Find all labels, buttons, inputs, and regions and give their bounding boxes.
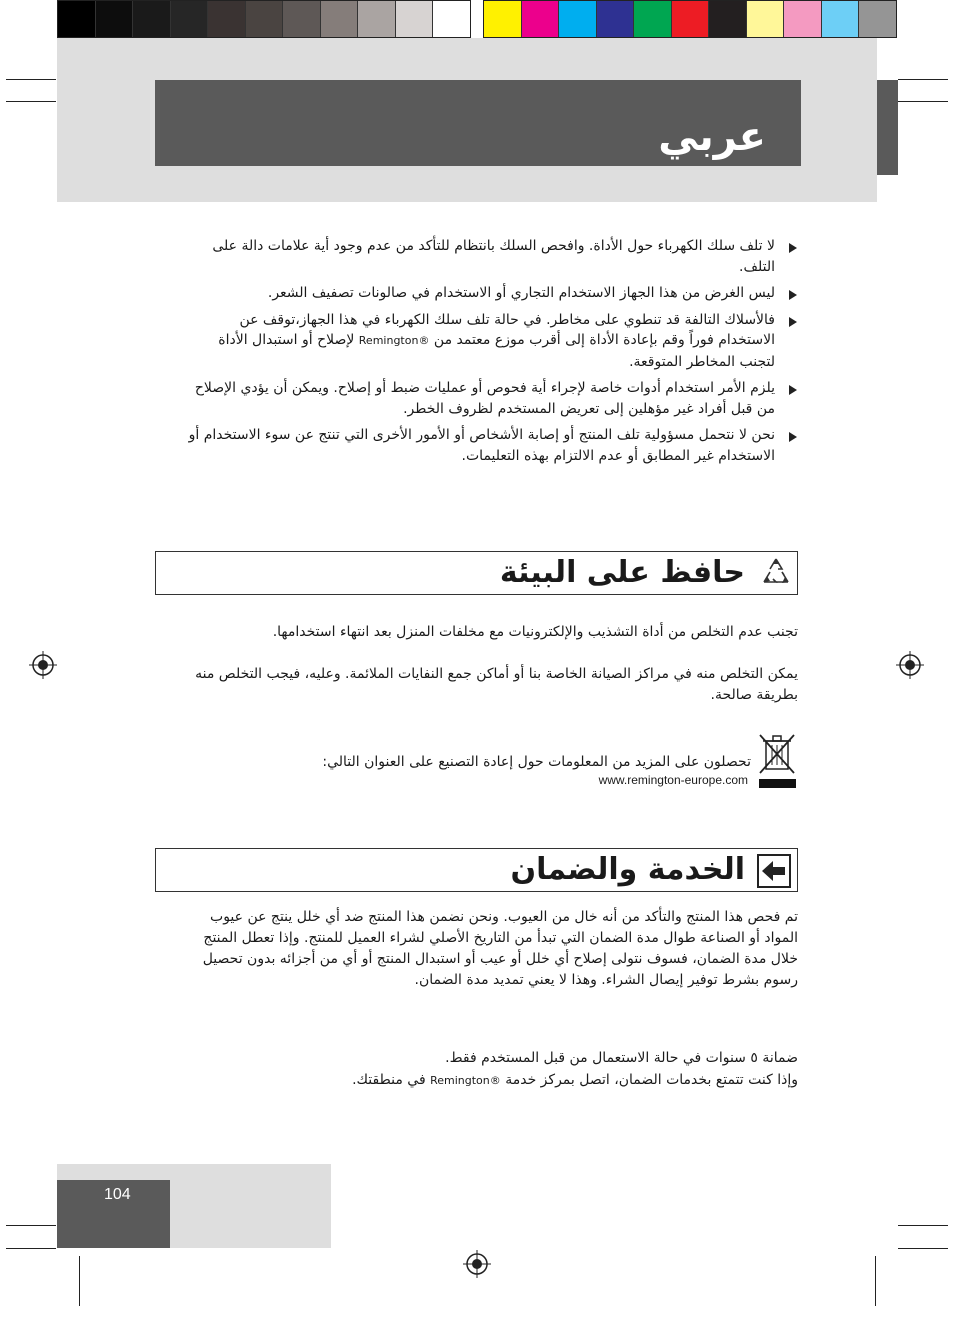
crop-mark bbox=[898, 79, 948, 80]
color-swatch bbox=[672, 1, 710, 37]
color-swatch bbox=[321, 1, 359, 37]
color-swatch bbox=[58, 1, 96, 37]
environment-section-header bbox=[155, 551, 798, 595]
list-item: نحن لا نتحمل مسؤولية تلف المنتج أو إصابة الأشخاص أو الأمور الأخرى التي تنتج عن سوء الاستخدام أو الاستخدام غير المطابق أو عدم الالتزام بهذه التعليمات. bbox=[185, 425, 797, 466]
list-item: يلزم الأمر استخدام أدوات خاصة لإجراء أية فحوص أو عمليات ضبط أو إصلاح. ويمكن أن يؤدي الإصلاح من قبل أفراد غير مؤهلين إلى تعريض المستخدم لظروف الخطر. bbox=[185, 378, 797, 419]
recycling-info-text: تحصلون على المزيد من المعلومات حول إعادة التصنيع على العنوان التالي: bbox=[322, 754, 751, 770]
grayscale-calibration-bar bbox=[57, 0, 471, 38]
bullet-arrow-icon bbox=[789, 385, 797, 395]
crop-mark bbox=[79, 1256, 80, 1306]
crop-mark bbox=[6, 1225, 56, 1226]
color-swatch bbox=[96, 1, 134, 37]
color-swatch bbox=[709, 1, 747, 37]
environment-paragraph-2: يمكن التخلص منه في مراكز الصيانة الخاصة بنا أو أماكن جمع النفايات الملائمة. وعليه، فيجب التخلص منه بطريقة صالحة. bbox=[195, 666, 798, 703]
page-title: عربي bbox=[658, 114, 766, 160]
crop-mark bbox=[898, 101, 948, 102]
color-swatch bbox=[597, 1, 635, 37]
warranty-paragraph-1: تم فحص هذا المنتج والتأكد من أنه خال من العيوب. ونحن نضمن هذا المنتج ضد أي خلل ينتج عن عيوب المواد أو الصناعة طوال مدة الضمان التي تبدأ من التاريخ الأصلي لشراء العميل للمنتج. وإذا تعطل المنتج خلال مدة الضمان، فسوف نتولى إصلاح أي خلل أو عيب أو استبدال المنتج أو أي من أجزائه بدون تحصيل رسوم بشرط توفير إيصال الشراء. وهذا لا يعني تمديد مدة الضمان. bbox=[202, 909, 798, 988]
registration-mark-icon bbox=[463, 1250, 491, 1278]
list-item: فالأسلاك التالفة قد تنطوي على مخاطر. في حالة تلف سلك الكهرباء في هذا الجهاز،توقف عن الاستخدام فوراً وقم بإعادة الأداة إلى أقرب موزع معتمد من Remington® لإصلاح أو استبدال الأداة لتجنب المخاطر المتوقعة. bbox=[185, 310, 797, 373]
section-title: حافظ على البيئة bbox=[499, 555, 745, 590]
color-swatch bbox=[283, 1, 321, 37]
color-swatch bbox=[208, 1, 246, 37]
safety-bullet-list bbox=[185, 236, 797, 472]
brand-name: Remington® bbox=[430, 1074, 501, 1087]
warranty-section-header bbox=[155, 848, 798, 892]
list-item: لا تلف سلك الكهرباء حول الأداة. وافحص السلك بانتظام للتأكد من عدم وجود أية علامات دالة على التلف. bbox=[185, 236, 797, 277]
recycle-icon bbox=[759, 556, 793, 590]
color-swatch bbox=[747, 1, 785, 37]
registration-mark-icon bbox=[29, 651, 57, 679]
bullet-arrow-icon bbox=[789, 317, 797, 327]
crop-mark bbox=[6, 79, 56, 80]
color-swatch bbox=[559, 1, 597, 37]
crop-mark bbox=[875, 1256, 876, 1306]
color-swatch bbox=[246, 1, 284, 37]
color-swatch bbox=[784, 1, 822, 37]
color-swatch bbox=[859, 1, 896, 37]
crossed-bin-icon bbox=[757, 731, 797, 791]
header-side-tab bbox=[877, 80, 898, 175]
section-title: الخدمة والضمان bbox=[510, 852, 745, 887]
warranty-paragraph-2: ضمانة ٥ سنوات في حالة الاستعمال من قبل المستخدم فقط. bbox=[445, 1050, 798, 1066]
color-swatch bbox=[634, 1, 672, 37]
color-swatch bbox=[396, 1, 434, 37]
registration-mark-icon bbox=[896, 651, 924, 679]
bullet-arrow-icon bbox=[789, 243, 797, 253]
color-swatch bbox=[484, 1, 522, 37]
color-swatch bbox=[358, 1, 396, 37]
crop-mark bbox=[898, 1225, 948, 1226]
recycling-url[interactable]: www.remington-europe.com bbox=[598, 773, 748, 787]
color-swatch bbox=[433, 1, 470, 37]
color-calibration-bar bbox=[483, 0, 897, 38]
bullet-arrow-icon bbox=[789, 290, 797, 300]
color-swatch bbox=[171, 1, 209, 37]
arrow-left-icon bbox=[757, 854, 791, 888]
color-swatch bbox=[522, 1, 560, 37]
crop-mark bbox=[6, 101, 56, 102]
list-item: ليس الغرض من هذا الجهاز الاستخدام التجاري أو الاستخدام في صالونات تصفيف الشعر. bbox=[185, 283, 797, 304]
warranty-paragraph-3: وإذا كنت تتمتع بخدمات الضمان، اتصل بمركز خدمة Remington® في منطقتك. bbox=[352, 1072, 798, 1088]
color-swatch bbox=[822, 1, 860, 37]
bullet-arrow-icon bbox=[789, 432, 797, 442]
crop-mark bbox=[6, 1248, 56, 1249]
environment-paragraph-1: تجنب عدم التخلص من أداة التشذيب والإلكترونيات مع مخلفات المنزل بعد انتهاء استخدامها. bbox=[272, 624, 798, 640]
color-swatch bbox=[133, 1, 171, 37]
brand-name: Remington® bbox=[358, 334, 430, 347]
crop-mark bbox=[898, 1248, 948, 1249]
page-number: 104 bbox=[104, 1186, 131, 1203]
